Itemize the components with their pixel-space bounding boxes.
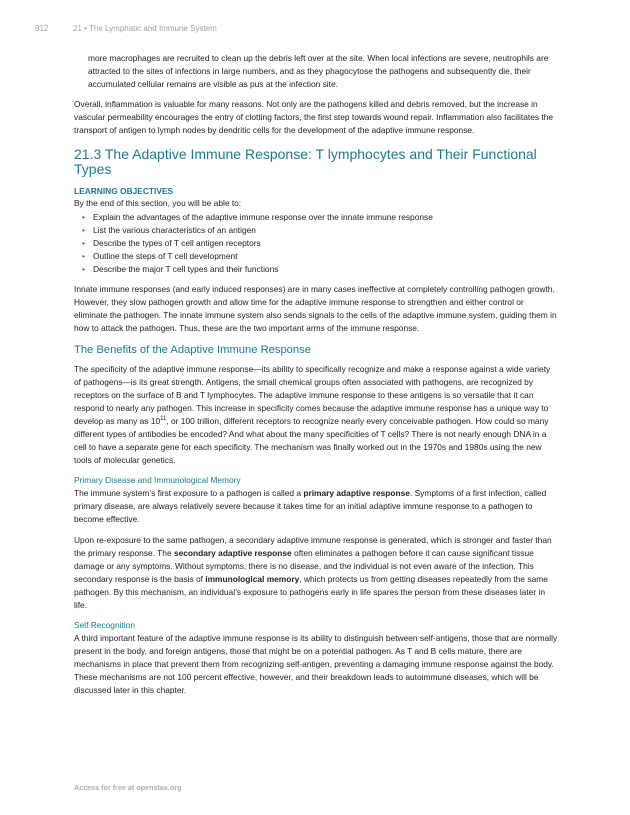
objective-item: • Outline the steps of T cell development: [82, 250, 558, 263]
objective-item: • List the various characteristics of an antigen: [82, 224, 558, 237]
benefits-text-b: , or 100 trillion, different receptors to recognize nearly every conceivable pathogen. How could so many different types of antibodies be encoded? And what about the many specificities of T cells? There is not nearly enough DNA in a cell to have a separate gene for each specificity. The mechanism was finally worked out in the 1970s and 1980s using the new tools of molecular genetics.: [74, 415, 549, 466]
exponent: 11: [160, 416, 167, 423]
learning-objectives-heading: LEARNING OBJECTIVES: [74, 185, 174, 196]
benefits-heading: The Benefits of the Adaptive Immune Response: [74, 343, 311, 356]
footer-link[interactable]: Access for free at openstax.org: [74, 783, 182, 792]
secondary-text: often eliminates a pathogen before it can cause significant tissue damage or any symptoms. Without symptoms, there is no disease, and the individual is not even aware of the infection. This secondary response is the basis of: [74, 547, 534, 584]
section-title: 21.3 The Adaptive Immune Response: T lymphocytes and Their Functional Types: [74, 145, 537, 177]
objective-item: • Explain the advantages of the adaptive immune response over the innate immune response: [82, 211, 558, 224]
secondary-text: Upon re-exposure to the same pathogen, a secondary adaptive immune response is generated, which is stronger and faster than the primary response. The: [74, 534, 552, 558]
self-recognition-heading: Self Recognition: [74, 620, 135, 631]
term-primary-adaptive-response: primary adaptive response: [303, 488, 410, 499]
primary-paragraph-1: [74, 487, 558, 526]
learning-objectives-list: [74, 211, 558, 276]
running-header: [35, 24, 217, 33]
self-recognition-paragraph: A third important feature of the adaptive immune response is its ability to distinguish between self-antigens, those that are normally present in the body, and foreign antigens, those that might be on a potential pathogen. As T and B cells mature, there are mechanisms in place that prevent them from recognizing self-antigen, preventing a damaging immune response against the body. These mechanisms are not 100 percent effective, however, and their breakdown leads to autoimmune diseases, which will be discussed later in this chapter.: [74, 633, 558, 696]
inflammation-paragraph: Overall, inflammation is valuable for many reasons. Not only are the pathogens killed and debris removed, but the increase in vascular permeability encourages the entry of clotting factors, the first step towards wound repair. Inflammation also facilitates the transport of antigen to lymph nodes by dendritic cells for the development of the adaptive immune response.: [74, 99, 554, 136]
objective-item: • Describe the major T cell types and their functions: [82, 263, 558, 276]
primary-paragraph-2: [74, 534, 558, 613]
secondary-text: , which protects us from getting diseases repeatedly from the same pathogen. By this mechanism, an individual’s exposure to pathogens early in life spares the person from these diseases later in life.: [74, 573, 548, 610]
benefits-text-a: The specificity of the adaptive immune response—its ability to specifically recognize and make a response against a wide variety of pathogens—is its great strength. Antigens, the small chemical groups often associated with pathogens, are recognized by receptors on the surface of B and T lymphocytes. The adaptive immune response to these antigens is so versatile that it can respond to nearly any pathogen. This increase in specificity comes because the adaptive immune response has a unique way to develop as many as 10: [74, 363, 551, 426]
page-content: [74, 52, 558, 705]
primary-text: . Symptoms of a first infection, called primary disease, are always relatively severe because it takes time for an initial adaptive immune response to a pathogen to become effective.: [74, 488, 547, 525]
objective-item: • Describe the types of T cell antigen receptors: [82, 237, 558, 250]
term-secondary-adaptive-response: secondary adaptive response: [173, 547, 292, 558]
learning-objectives-intro: By the end of this section, you will be able to:: [74, 197, 242, 208]
primary-disease-heading: Primary Disease and Immunological Memory: [74, 475, 241, 486]
page-number: 912: [35, 24, 49, 33]
primary-text: The immune system’s first exposure to a pathogen is called a: [74, 488, 304, 499]
term-immunological-memory: immunological memory: [205, 573, 300, 584]
continued-paragraph: more macrophages are recruited to clean up the debris left over at the site. When local infections are severe, neutrophils are attracted to the sites of infections in large numbers, and as they phagocytose the pathogens and subsequently die, their accumulated cellular remains are visible as pus at the infection site.: [88, 53, 549, 90]
section-intro-paragraph: Innate immune responses (and early induced responses) are in many cases ineffective at completely controlling pathogen growth. However, they slow pathogen growth and allow time for the adaptive immune response to strengthen and either control or eliminate the pathogen. The innate immune system also sends signals to the cells of the adaptive immune system, guiding them in how to attack the pathogen. Thus, these are the two important arms of the immune response.: [74, 284, 557, 334]
running-title: 21 • The Lymphatic and Immune System: [73, 24, 217, 33]
benefits-paragraph: [74, 363, 558, 468]
